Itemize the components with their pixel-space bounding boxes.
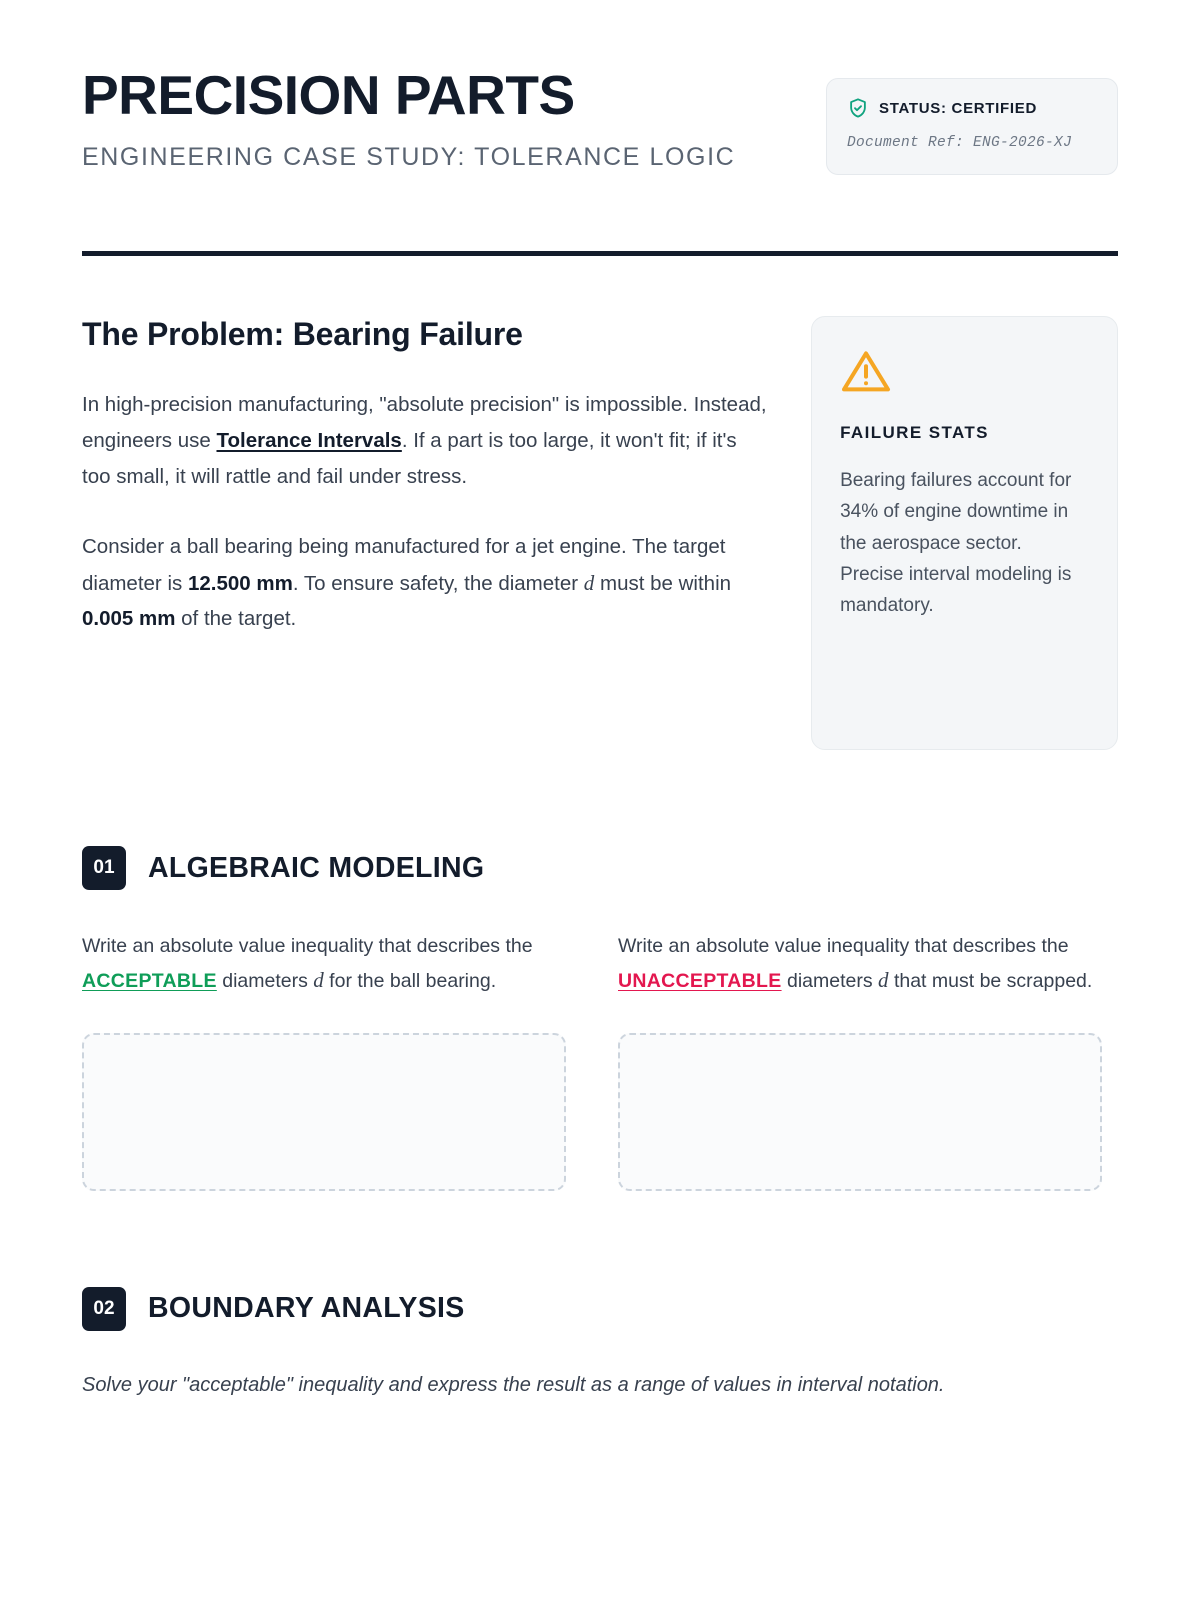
question-column-acceptable [82,930,566,1191]
target-diameter-value: 12.500 mm [187,571,293,595]
acceptable-variable: d [313,968,324,993]
problem-paragraph-1 [82,387,769,495]
page-subtitle: ENGINEERING CASE STUDY: TOLERANCE LOGIC [82,143,736,171]
prompt-acceptable-text-a: Write an absolute value inequality that describes the [82,935,533,958]
section-number-02: 02 [82,1287,126,1331]
diameter-variable: d [583,570,595,595]
acceptable-keyword: ACCEPTABLE [82,970,217,993]
answer-box-acceptable[interactable] [82,1033,566,1191]
header-left [82,64,802,175]
status-badge: STATUS: CERTIFIED [879,99,1038,117]
section-number-01: 01 [82,846,126,890]
page-title: PRECISION PARTS [82,64,575,126]
prompt-unacceptable-text-b: diameters [781,970,879,993]
warning-triangle-icon [840,347,892,395]
failure-stats-title: FAILURE STATS [840,423,989,443]
unacceptable-variable: d [878,968,889,993]
question-column-unacceptable [618,930,1102,1191]
tolerance-intervals-keyword: Tolerance Intervals [216,428,402,452]
document-reference: Document Ref: ENG-2026-XJ [847,135,1073,151]
paragraph-2-text-b: . To ensure safety, the diameter [292,571,584,595]
document-header [82,0,1118,175]
header-divider [82,251,1118,256]
problem-text-column [82,316,769,750]
question-prompt-unacceptable [618,930,1102,999]
section-01-columns [82,930,1118,1191]
prompt-acceptable-text-c: for the ball bearing. [323,970,497,993]
paragraph-2-text-c: must be within [594,571,732,595]
paragraph-1-text-b: . If a part is too large, it won't fit; if it's too small, it will rattle and fail under stress. [82,428,737,488]
unacceptable-keyword: UNACCEPTABLE [618,970,782,993]
failure-stats-card [811,316,1118,750]
prompt-unacceptable-text-c: that must be scrapped. [888,970,1093,993]
tolerance-value: 0.005 mm [82,607,176,631]
problem-heading: The Problem: Bearing Failure [82,316,523,353]
section-header-01 [82,846,1118,890]
failure-stats-body: Bearing failures account for 34% of engine downtime in the aerospace sector. Precise interval modeling is mandatory. [840,470,1072,617]
section-02-instruction: Solve your "acceptable" inequality and express the result as a range of values in interval notation. [82,1373,945,1396]
problem-paragraph-2 [82,529,769,638]
prompt-acceptable-text-b: diameters [216,970,314,993]
paragraph-2-text-d: of the target. [175,607,297,631]
status-card [826,78,1118,175]
paragraph-1-text-a: In high-precision manufacturing, "absolute precision" is impossible. Instead, engineers use [82,393,767,452]
question-prompt-acceptable [82,930,566,999]
section-title-01: ALGEBRAIC MODELING [148,851,485,884]
problem-section [82,316,1118,750]
section-header-02 [82,1287,1118,1331]
shield-check-icon [847,97,869,119]
prompt-unacceptable-text-a: Write an absolute value inequality that describes the [618,935,1069,958]
answer-box-unacceptable[interactable] [618,1033,1102,1191]
status-row [847,97,1097,119]
section-title-02: BOUNDARY ANALYSIS [148,1292,465,1325]
paragraph-2-text-a: Consider a ball bearing being manufactured for a jet engine. The target diameter is [82,534,726,595]
